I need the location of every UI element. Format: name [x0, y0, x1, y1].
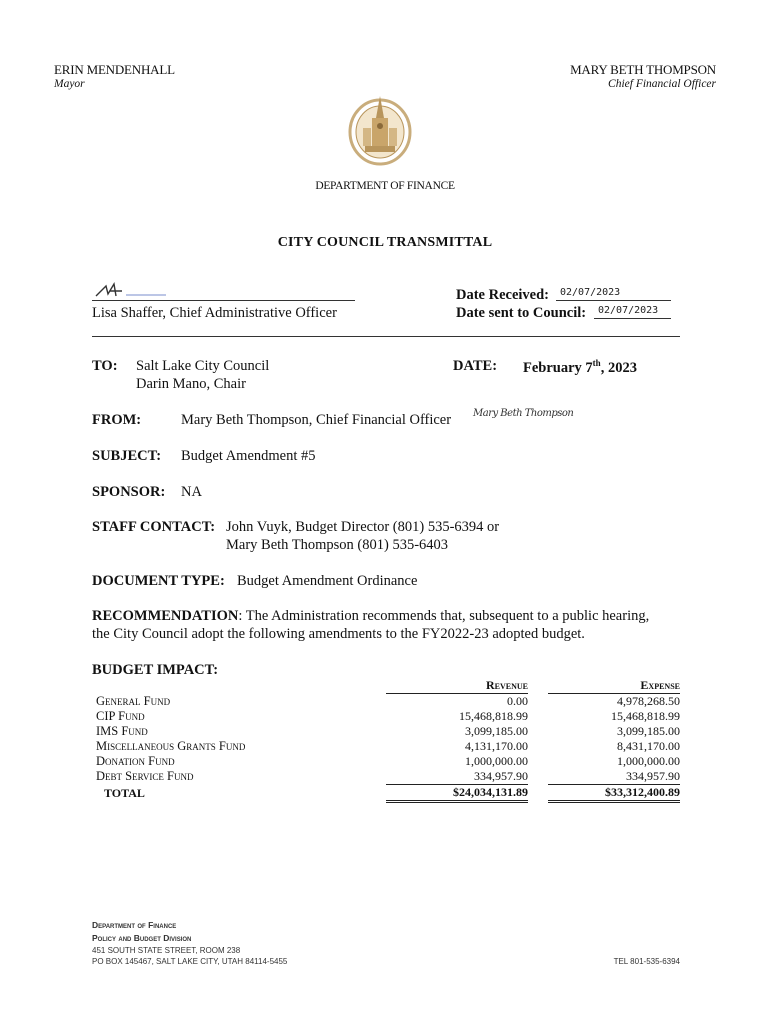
subject-value: Budget Amendment #5	[181, 448, 316, 464]
footer-address1: 451 SOUTH STATE STREET, ROOM 238	[92, 946, 241, 955]
cfo-title: Chief Financial Officer	[608, 78, 716, 90]
budget-impact-heading: BUDGET IMPACT:	[92, 662, 219, 678]
sponsor-label: SPONSOR:	[92, 484, 166, 500]
footer-tel: TEL 801-535-6394	[613, 957, 680, 966]
revenue-header: Revenue	[386, 678, 528, 694]
table-row: Debt Service Fund 334,957.90 334,957.90	[96, 769, 680, 784]
mayor-title: Mayor	[54, 78, 85, 90]
recommendation-line1: RECOMMENDATION: The Administration recommends that, subsequent to a public hearing,	[92, 608, 650, 624]
document-type-label: DOCUMENT TYPE:	[92, 573, 225, 589]
signature-mark-icon	[92, 282, 172, 302]
table-row: Miscellaneous Grants Fund 4,131,170.00 8,431,170.00	[96, 739, 680, 753]
sponsor-value: NA	[181, 484, 202, 500]
table-row: CIP Fund 15,468,818.99 15,468,818.99	[96, 709, 680, 723]
signatory-name: Lisa Shaffer, Chief Administrative Officer	[92, 305, 337, 321]
date-received-label: Date Received:	[456, 287, 549, 303]
footer-department: Department of Finance	[92, 920, 177, 930]
cfo-name: MARY BETH THOMPSON	[570, 62, 716, 77]
from-label: FROM:	[92, 412, 142, 428]
date-received-value: 02/07/2023	[560, 287, 621, 298]
city-seal-icon	[345, 90, 415, 170]
document-type-value: Budget Amendment Ordinance	[237, 573, 418, 589]
mayor-name: ERIN MENDENHALL	[54, 62, 175, 77]
from-signature: Mary Beth Thompson	[473, 408, 574, 419]
budget-table	[96, 678, 680, 803]
date-value: February 7th, 2023	[523, 358, 637, 376]
document-title: CITY COUNCIL TRANSMITTAL	[277, 235, 493, 250]
total-row: TOTAL $24,034,131.89 $33,312,400.89	[104, 785, 680, 800]
table-row: IMS Fund 3,099,185.00 3,099,185.00	[96, 724, 680, 738]
from-value: Mary Beth Thompson, Chief Financial Officer	[181, 412, 452, 428]
recommendation-line2: the City Council adopt the following amendments to the FY2022-23 adopted budget.	[92, 626, 585, 642]
to-line2: Darin Mano, Chair	[136, 376, 246, 392]
staff-contact-line1: John Vuyk, Budget Director (801) 535-6394 or	[226, 519, 500, 535]
staff-contact-line2: Mary Beth Thompson (801) 535-6403	[226, 537, 449, 553]
footer-address2: PO BOX 145467, SALT LAKE CITY, UTAH 84114-5455	[92, 957, 288, 966]
department-name: DEPARTMENT OF FINANCE	[315, 180, 455, 192]
subject-label: SUBJECT:	[92, 448, 162, 464]
date-label: DATE:	[453, 358, 498, 374]
to-label: TO:	[92, 358, 118, 374]
footer-division: Policy and Budget Division	[92, 933, 192, 943]
expense-header: Expense	[548, 678, 680, 694]
date-sent-value: 02/07/2023	[598, 305, 659, 316]
staff-contact-label: STAFF CONTACT:	[92, 519, 216, 535]
date-sent-label: Date sent to Council:	[456, 305, 587, 321]
table-row: Donation Fund 1,000,000.00 1,000,000.00	[96, 754, 680, 768]
table-row: General Fund 0.00 4,978,268.50	[96, 693, 680, 708]
to-line1: Salt Lake City Council	[136, 358, 270, 374]
